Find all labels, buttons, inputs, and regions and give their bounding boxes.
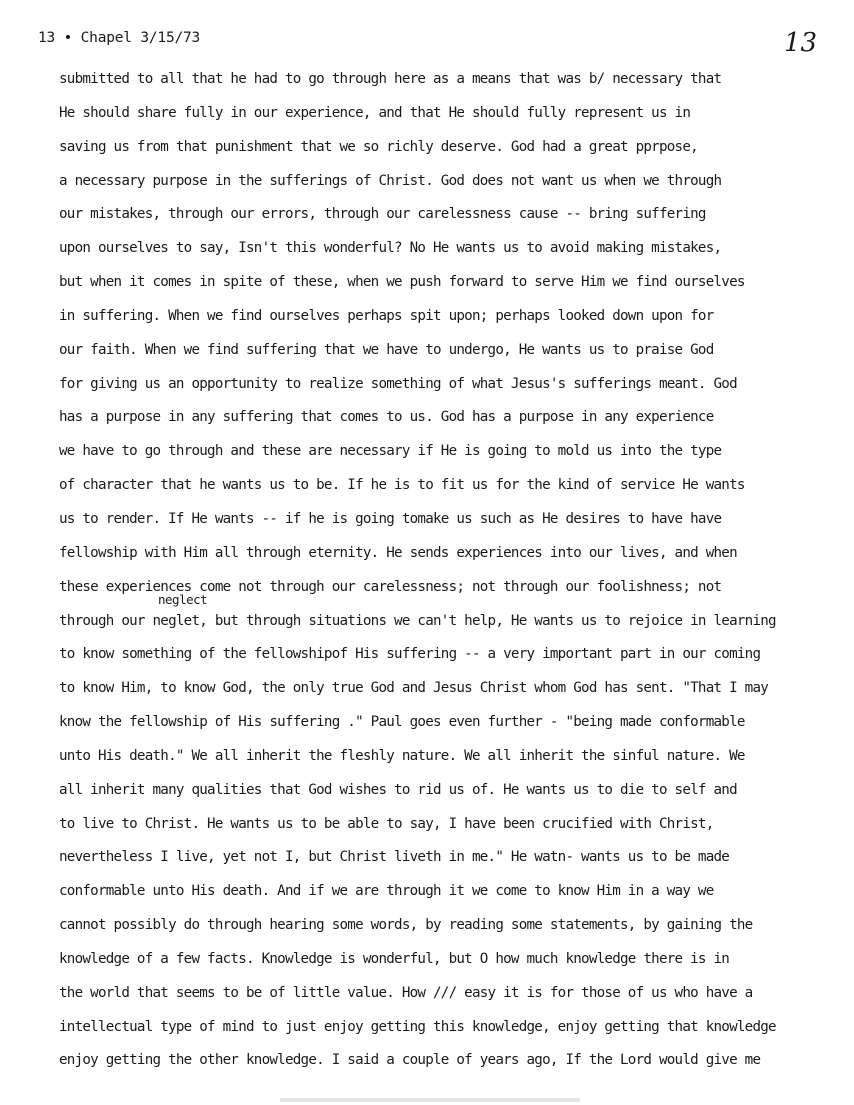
text-line: saving us from that punishment that we so richly deserve. God had a great pprpose, [59,138,698,155]
handwritten-page-number: 13 [784,28,818,58]
text-line: to know Him, to know God, the only true God and Jesus Christ whom God has sent. "That I may [59,680,769,697]
text-line: fellowship with Him all through eternity. He sends experiences into our lives, and when [59,544,737,561]
text-line: we have to go through and these are necessary if He is going to mold us into the type [59,443,722,460]
text-line: has a purpose in any suffering that comes to us. God has a purpose in any experience [59,409,714,426]
page-header: 13 • Chapel 3/15/73 [38,30,201,46]
text-line: cannot possibly do through hearing some words, by reading some statements, by gaining the [59,917,753,934]
text-line: all inherit many qualities that God wishes to rid us of. He wants us to die to self and [59,781,737,798]
text-line: intellectual type of mind to just enjoy getting this knowledge, enjoy getting that knowledge [59,1018,776,1035]
text-line: in suffering. When we find ourselves perhaps spit upon; perhaps looked down upon for [59,307,714,324]
text-line: conformable unto His death. And if we are through it we come to know Him in a way we [59,883,714,900]
text-line: He should share fully in our experience, and that He should fully represent us in [59,104,691,121]
text-line: our mistakes, through our errors, through our carelessness cause -- bring suffering [59,206,706,223]
text-line: upon ourselves to say, Isn't this wonderful? No He wants us to avoid making mistakes, [59,240,722,257]
text-line: submitted to all that he had to go through here as a means that was b/ necessary that [59,71,722,87]
handwritten-annotation: neglect [158,592,208,607]
text-line: our faith. When we find suffering that we have to undergo, He wants us to praise God [59,341,714,358]
text-line: knowledge of a few facts. Knowledge is wonderful, but O how much knowledge there is in [59,950,730,967]
body-text [59,63,844,1078]
text-line: but when it comes in spite of these, when we push forward to serve Him we find ourselves [59,274,745,291]
text-line: the world that seems to be of little value. How /// easy it is for those of us who have a [59,984,753,1001]
text-line: to live to Christ. He wants us to be able to say, I have been crucified with Christ, [59,815,714,832]
text-line: these experiences come not through our carelessness; not through our foolishness; not [59,578,722,595]
text-line: through our neglet, but through situations we can't help, He wants us to rejoice in learning [59,612,776,629]
text-line: enjoy getting the other knowledge. I said a couple of years ago, If the Lord would give me [59,1052,761,1069]
text-line: us to render. If He wants -- if he is going tomake us such as He desires to have have [59,510,722,527]
text-line: know the fellowship of His suffering ." Paul goes even further - "being made conformable [59,714,745,731]
text-line: to know something of the fellowshipof His suffering -- a very important part in our coming [59,646,761,663]
text-line: nevertheless I live, yet not I, but Christ liveth in me." He watn- wants us to be made [59,849,730,866]
text-line: unto His death." We all inherit the fleshly nature. We all inherit the sinful nature. We [59,747,745,764]
scan-smudge [280,1098,580,1102]
text-line: a necessary purpose in the sufferings of Christ. God does not want us when we through [59,172,722,189]
text-line: of character that he wants us to be. If he is to fit us for the kind of service He wants [59,477,745,494]
text-line: for giving us an opportunity to realize something of what Jesus's sufferings meant. God [59,375,737,392]
